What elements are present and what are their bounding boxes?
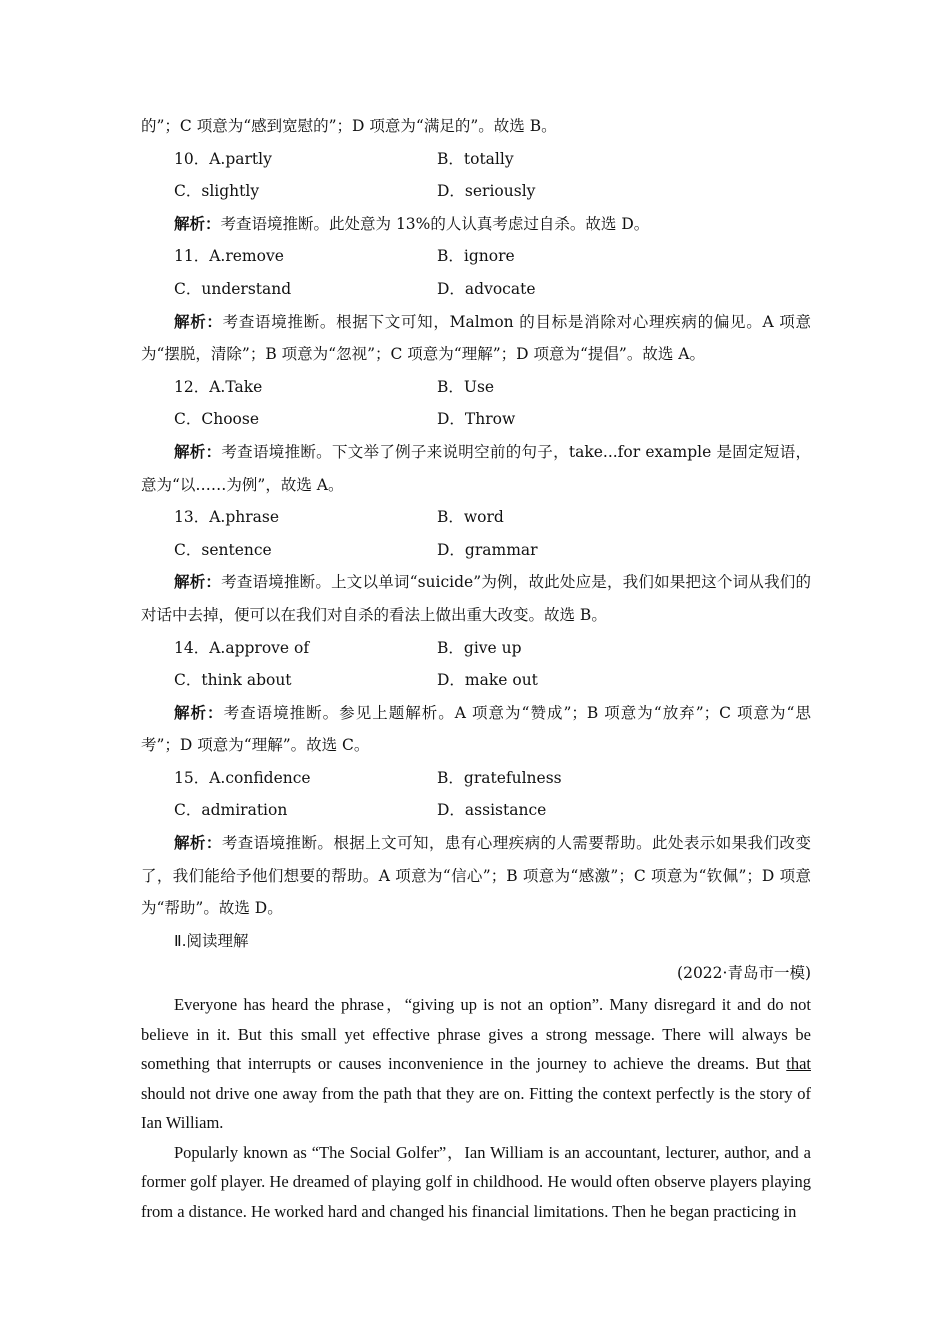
explanation <box>141 306 811 371</box>
passage-text: should not drive one away from the path that they are on. Fitting the context perfectly is the story of Ian William. <box>141 1083 811 1133</box>
explanation-label: 解析： <box>174 441 222 461</box>
option-c: C．think about <box>174 671 292 690</box>
option-row <box>141 175 811 208</box>
passage-paragraph-2: Popularly known as “The Social Golfer”，Ian William is an accountant, lecturer, author, and a former golf player. He dreamed of playing golf in childhood. He would often observe players playing from a distance. He worked hard and changed his financial limitations. Then he began practicing in <box>141 1142 811 1221</box>
option-row <box>141 632 811 665</box>
option-row <box>141 143 811 176</box>
explanation-text: 考查语境推断。此处意为 13%的人认真考虑过自杀。故选 D。 <box>220 214 650 233</box>
explanation-text: 考查语境推断。根据上文可知，患有心理疾病的人需要帮助。此处表示如果我们改变了，我们能给予他们想要的帮助。A 项意为“信心”；B 项意为“感激”；C 项意为“钦佩”；D 项意为“帮助”。故选 D。 <box>141 834 811 918</box>
explanation-label: 解析： <box>174 833 222 853</box>
option-b: B．Use <box>437 377 495 396</box>
option-a: 15．A.confidence <box>174 768 311 787</box>
option-d: D．assistance <box>437 801 547 820</box>
option-row <box>141 762 811 795</box>
option-b: B．give up <box>437 638 522 657</box>
option-row <box>141 664 811 697</box>
explanation-text: 考查语境推断。上文以单词“suicide”为例，故此处应是，我们如果把这个词从我们的对话中去掉，便可以在我们对自杀的看法上做出重大改变。故选 B。 <box>141 573 811 624</box>
option-c: C．slightly <box>174 182 260 201</box>
option-c: C．Choose <box>174 410 259 429</box>
option-c: C．sentence <box>174 540 272 559</box>
option-c: C．admiration <box>174 801 288 820</box>
explanation <box>141 827 811 925</box>
option-d: D．grammar <box>437 540 538 559</box>
explanation-label: 解析： <box>174 702 224 722</box>
passage-paragraph-1 <box>141 990 811 1138</box>
option-row <box>141 273 811 306</box>
option-b: B．ignore <box>437 247 515 266</box>
document-content <box>141 110 811 1226</box>
passage-text: Everyone has heard the phrase，“giving up is not an option”. Many disregard it and do not believe in it. But this small yet effective phrase gives a strong message. There will always be something that interrupts or causes inconvenience in the journey to achieve the dreams. But <box>141 995 811 1074</box>
option-row <box>141 403 811 436</box>
underlined-word: that <box>786 1054 811 1074</box>
question-list <box>141 143 811 925</box>
option-d: D．seriously <box>437 182 536 201</box>
continued-explanation: 的”；C 项意为“感到宽慰的”；D 项意为“满足的”。故选 B。 <box>141 117 557 135</box>
option-a: 11．A.remove <box>174 247 284 266</box>
option-row <box>141 534 811 567</box>
explanation-text: 考查语境推断。根据下文可知，Malmon 的目标是消除对心理疾病的偏见。A 项意为“摆脱，清除”；B 项意为“忽视”；C 项意为“理解”；D 项意为“提倡”。故选 A。 <box>141 312 811 364</box>
option-a: 12．A.Take <box>174 377 263 396</box>
explanation-text: 考查语境推断。下文举了例子来说明空前的句子，take...for example 是固定短语，意为“以……为例”，故选 A。 <box>141 442 811 494</box>
passage-source: (2022·青岛市一模) <box>677 964 811 983</box>
explanation-text: 考查语境推断。参见上题解析。A 项意为“赞成”；B 项意为“放弃”；C 项意为“思考”；D 项意为“理解”。故选 C。 <box>141 703 811 755</box>
option-b: B．gratefulness <box>437 768 562 787</box>
explanation-label: 解析： <box>174 572 222 592</box>
option-b: B．word <box>437 508 504 527</box>
section-title: Ⅱ.阅读理解 <box>174 931 249 950</box>
option-d: D．advocate <box>437 279 536 298</box>
option-row <box>141 240 811 273</box>
option-row <box>141 501 811 534</box>
explanation-label: 解析： <box>174 311 223 331</box>
explanation <box>141 697 811 762</box>
explanation <box>141 566 811 631</box>
option-d: D．make out <box>437 671 538 690</box>
explanation <box>141 436 811 501</box>
option-row <box>141 794 811 827</box>
option-a: 13．A.phrase <box>174 508 280 527</box>
option-a: 14．A.approve of <box>174 638 310 657</box>
option-b: B．totally <box>437 149 514 168</box>
explanation-label: 解析： <box>174 213 221 233</box>
option-row <box>141 371 811 404</box>
option-d: D．Throw <box>437 410 516 429</box>
explanation <box>141 208 811 241</box>
option-a: 10．A.partly <box>174 149 272 168</box>
option-c: C．understand <box>174 279 292 298</box>
